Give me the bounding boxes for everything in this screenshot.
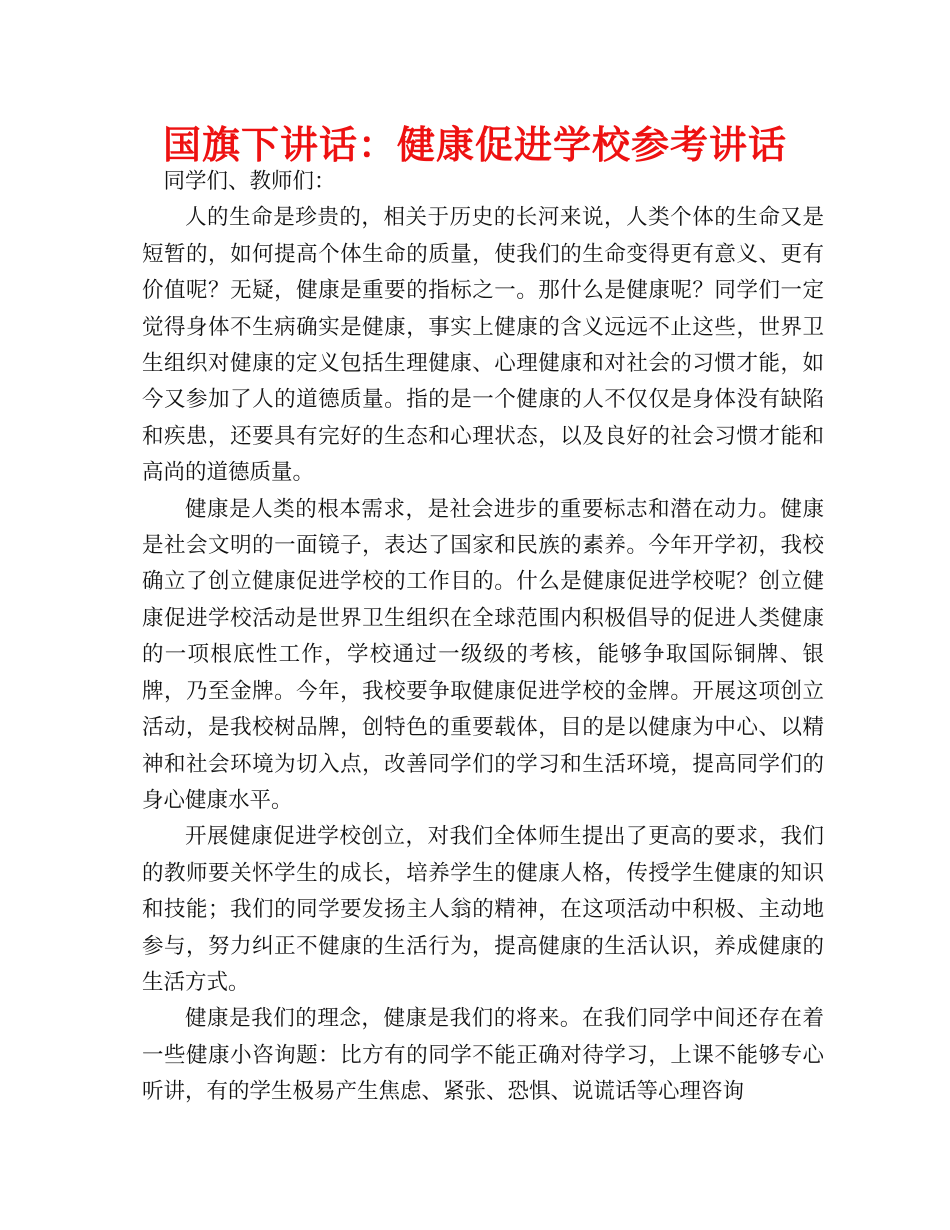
paragraph-1: 人的生命是珍贵的，相关于历史的长河来说，人类个体的生命又是短暂的，如何提高个体生命的质量，使我们的生命变得更有意义、更有价值呢？无疑，健康是重要的指标之一。那什么是健康呢？同学们一定觉得身体不生病确实是健康，事实上健康的含义远远不止这些，世界卫生组织对健康的定义包括生理健康、心理健康和对社会的习惯才能，如今又参加了人的道德质量。指的是一个健康的人不仅仅是身体没有缺陷和疾患，还要具有完好的生态和心理状态，以及良好的社会习惯才能和高尚的道德质量。 <box>142 205 824 486</box>
paragraph-4: 健康是我们的理念，健康是我们的将来。在我们同学中间还存在着一些健康小咨询题：比方有的同学不能正确对待学习，上课不能够专心听讲，有的学生极易产生焦虑、紧张、恐惧、说谎话等心理咨询 <box>142 1006 824 1105</box>
page-title: 国旗下讲话：健康促进学校参考讲话 <box>162 123 787 167</box>
greeting-line: 同学们、教师们： <box>163 169 336 194</box>
paragraph-2: 健康是人类的根本需求，是社会进步的重要标志和潜在动力。健康是社会文明的一面镜子，表达了国家和民族的素养。今年开学初，我校确立了创立健康促进学校的工作目的。什么是健康促进学校呢？创立健康促进学校活动是世界卫生组织在全球范围内积极倡导的促进人类健康的一项根底性工作，学校通过一级级的考核，能够争取国际铜牌、银牌，乃至金牌。今年，我校要争取健康促进学校的金牌。开展这项创立活动，是我校树品牌，创特色的重要载体，目的是以健康为中心、以精神和社会环境为切入点，改善同学们的学习和生活环境，提高同学们的身心健康水平。 <box>142 496 824 813</box>
paragraph-3: 开展健康促进学校创立，对我们全体师生提出了更高的要求，我们的教师要关怀学生的成长，培养学生的健康人格，传授学生健康的知识和技能；我们的同学要发扬主人翁的精神，在这项活动中积极、主动地参与，努力纠正不健康的生活行为，提高健康的生活认识，养成健康的生活方式。 <box>142 824 824 995</box>
speech-body <box>142 164 824 1111</box>
